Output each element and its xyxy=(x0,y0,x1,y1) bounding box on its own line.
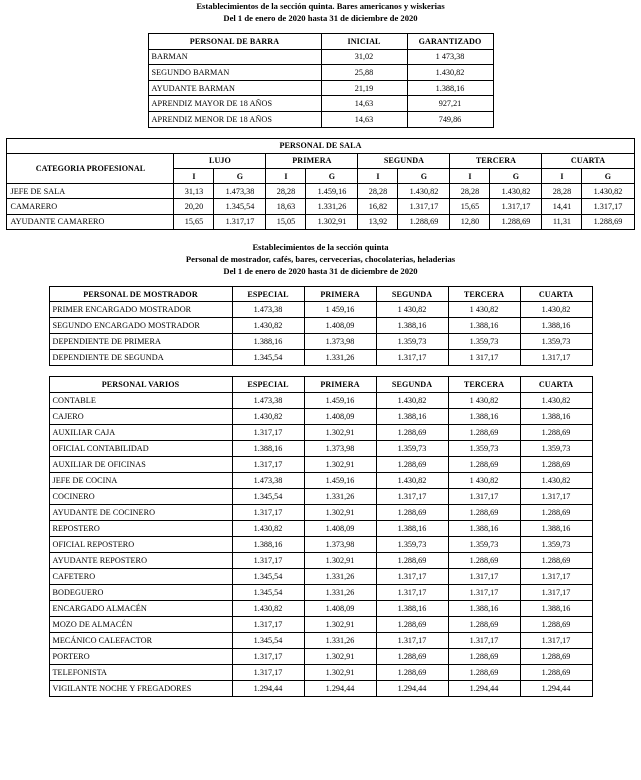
cell-value: 1 430,82 xyxy=(376,302,448,318)
cell-value: 1.288,69 xyxy=(582,214,634,229)
row-label: AYUDANTE BARMAN xyxy=(148,80,321,96)
row-label: MECÁNICO CALEFACTOR xyxy=(49,632,232,648)
table-personal-de-sala xyxy=(6,138,634,230)
cell-value: 1.373,98 xyxy=(304,536,376,552)
col-header-personal-mostrador: PERSONAL DE MOSTRADOR xyxy=(49,286,232,302)
cell-value: 1.288,69 xyxy=(448,664,520,680)
table-varios-wrapper xyxy=(0,376,641,697)
table-row-title xyxy=(7,138,634,153)
cell-value: 1.408,09 xyxy=(304,318,376,334)
cell-value: 1.373,98 xyxy=(304,334,376,350)
cell-value: 1.317,17 xyxy=(232,456,304,472)
cell-value: 1.288,69 xyxy=(376,664,448,680)
table-row xyxy=(49,456,592,472)
row-label: ENCARGADO ALMACÉN xyxy=(49,600,232,616)
table-row xyxy=(49,472,592,488)
cell-value: 15,65 xyxy=(174,214,214,229)
table-row xyxy=(49,568,592,584)
cell-value: 1.388,16 xyxy=(232,440,304,456)
row-label: SEGUNDO ENCARGADO MOSTRADOR xyxy=(49,318,232,334)
table-row xyxy=(49,536,592,552)
cell-value: 1.345,54 xyxy=(232,349,304,365)
cell-value: 1.302,91 xyxy=(304,648,376,664)
table-row xyxy=(49,584,592,600)
row-label: AYUDANTE CAMARERO xyxy=(7,214,174,229)
cell-garantizado: 927,21 xyxy=(407,96,493,112)
cell-inicial: 25,88 xyxy=(321,65,407,81)
table-row xyxy=(148,80,493,96)
cell-value: 1.388,16 xyxy=(448,318,520,334)
cell-value: 1.388,16 xyxy=(232,334,304,350)
cell-value: 1.302,91 xyxy=(304,616,376,632)
table-row-header xyxy=(148,34,493,50)
table-personal-varios xyxy=(49,376,593,697)
table-row xyxy=(148,49,493,65)
col-header-garantizado: GARANTIZADO xyxy=(407,34,493,50)
group-header-primera: PRIMERA xyxy=(266,153,358,168)
cell-inicial: 14,63 xyxy=(321,96,407,112)
subheader-i: I xyxy=(174,168,214,183)
cell-value: 1.408,09 xyxy=(304,520,376,536)
cell-value: 1.430,82 xyxy=(520,392,592,408)
table-row xyxy=(49,349,592,365)
cell-value: 1.317,17 xyxy=(214,214,266,229)
row-label: AYUDANTE REPOSTERO xyxy=(49,552,232,568)
cell-value: 1.317,17 xyxy=(232,664,304,680)
cell-value: 1.408,09 xyxy=(304,600,376,616)
row-label: APRENDIZ MENOR DE 18 AÑOS xyxy=(148,111,321,127)
cell-value: 1.288,69 xyxy=(376,648,448,664)
cell-value: 1 430,82 xyxy=(448,302,520,318)
cell-value: 1.473,38 xyxy=(232,302,304,318)
row-label: APRENDIZ MAYOR DE 18 AÑOS xyxy=(148,96,321,112)
table-row xyxy=(49,632,592,648)
cell-value: 1.331,26 xyxy=(306,199,358,214)
col-header-personal-varios: PERSONAL VARIOS xyxy=(49,376,232,392)
cell-value: 14,41 xyxy=(542,199,582,214)
cell-value: 1.359,73 xyxy=(520,536,592,552)
subheader-i: I xyxy=(266,168,306,183)
heading1-line2: Del 1 de enero de 2020 hasta 31 de diciembre de 2020 xyxy=(223,13,418,23)
cell-value: 1.317,17 xyxy=(232,648,304,664)
cell-value: 28,28 xyxy=(542,184,582,199)
cell-value: 1.317,17 xyxy=(582,199,634,214)
cell-value: 1.288,69 xyxy=(520,648,592,664)
cell-value: 1.294,44 xyxy=(304,680,376,696)
cell-value: 1.317,17 xyxy=(232,616,304,632)
cell-value: 1.388,16 xyxy=(376,520,448,536)
row-label: DEPENDIENTE DE PRIMERA xyxy=(49,334,232,350)
cell-value: 1.430,82 xyxy=(232,600,304,616)
table-row xyxy=(49,520,592,536)
cell-value: 1.317,17 xyxy=(376,584,448,600)
cell-value: 1.331,26 xyxy=(304,568,376,584)
cell-value: 1.359,73 xyxy=(448,536,520,552)
cell-value: 1.359,73 xyxy=(520,440,592,456)
col-header-especial: ESPECIAL xyxy=(232,286,304,302)
cell-value: 1.317,17 xyxy=(520,349,592,365)
table-personal-de-mostrador xyxy=(49,286,593,366)
cell-value: 1.459,16 xyxy=(304,392,376,408)
cell-value: 1.388,16 xyxy=(448,408,520,424)
cell-value: 1.317,17 xyxy=(490,199,542,214)
cell-value: 11,31 xyxy=(542,214,582,229)
row-label: AYUDANTE DE COCINERO xyxy=(49,504,232,520)
cell-value: 1.345,54 xyxy=(214,199,266,214)
cell-value: 1.317,17 xyxy=(232,424,304,440)
subheader-i: I xyxy=(450,168,490,183)
cell-value: 1.317,17 xyxy=(448,584,520,600)
cell-value: 1 459,16 xyxy=(304,302,376,318)
cell-garantizado: 749,86 xyxy=(407,111,493,127)
row-label: BODEGUERO xyxy=(49,584,232,600)
cell-value: 1 317,17 xyxy=(448,349,520,365)
cell-value: 1.388,16 xyxy=(520,600,592,616)
cell-value: 1.317,17 xyxy=(232,552,304,568)
cell-value: 1.288,69 xyxy=(520,504,592,520)
cell-value: 1.430,82 xyxy=(232,520,304,536)
col-header-personal-barra: PERSONAL DE BARRA xyxy=(148,34,321,50)
cell-value: 12,80 xyxy=(450,214,490,229)
cell-value: 1.359,73 xyxy=(520,334,592,350)
heading2-line2: Personal de mostrador, cafés, bares, cervecerias, chocolaterias, heladerias xyxy=(185,253,456,264)
cell-value: 15,05 xyxy=(266,214,306,229)
table-row xyxy=(49,648,592,664)
cell-value: 13,92 xyxy=(358,214,398,229)
cell-value: 1.317,17 xyxy=(232,504,304,520)
cell-value: 1.430,82 xyxy=(376,472,448,488)
row-label: TELEFONISTA xyxy=(49,664,232,680)
cell-value: 1.430,82 xyxy=(376,392,448,408)
cell-value: 1.288,69 xyxy=(448,616,520,632)
table-row xyxy=(49,302,592,318)
row-label: REPOSTERO xyxy=(49,520,232,536)
table-row-header xyxy=(49,286,592,302)
subheader-g: G xyxy=(582,168,634,183)
cell-value: 1.288,69 xyxy=(520,664,592,680)
cell-value: 1.317,17 xyxy=(376,349,448,365)
cell-value: 1.430,82 xyxy=(582,184,634,199)
heading2-line3: Del 1 de enero de 2020 hasta 31 de diciembre de 2020 xyxy=(223,265,418,276)
cell-value: 1.317,17 xyxy=(520,632,592,648)
table-sala-title: PERSONAL DE SALA xyxy=(7,138,634,153)
cell-value: 1.288,69 xyxy=(376,504,448,520)
table-sala-wrapper xyxy=(0,138,641,230)
table-row-group-header xyxy=(7,153,634,168)
cell-value: 1.317,17 xyxy=(376,632,448,648)
cell-value: 1.345,54 xyxy=(232,488,304,504)
cell-value: 1.302,91 xyxy=(304,504,376,520)
cell-value: 1.302,91 xyxy=(304,456,376,472)
subheader-i: I xyxy=(358,168,398,183)
cell-inicial: 14,63 xyxy=(321,111,407,127)
cell-value: 1.317,17 xyxy=(376,568,448,584)
table-row-header xyxy=(49,376,592,392)
table-row xyxy=(49,680,592,696)
subheader-g: G xyxy=(214,168,266,183)
table-row xyxy=(49,392,592,408)
cell-value: 1.317,17 xyxy=(520,488,592,504)
cell-value: 1.302,91 xyxy=(304,664,376,680)
cell-value: 1.408,09 xyxy=(304,408,376,424)
col-header-primera: PRIMERA xyxy=(304,286,376,302)
cell-value: 1.359,73 xyxy=(376,536,448,552)
cell-garantizado: 1 473,38 xyxy=(407,49,493,65)
cell-value: 1.288,69 xyxy=(448,504,520,520)
cell-inicial: 21,19 xyxy=(321,80,407,96)
cell-value: 1.388,16 xyxy=(376,408,448,424)
cell-value: 1.388,16 xyxy=(520,408,592,424)
row-label: OFICIAL CONTABILIDAD xyxy=(49,440,232,456)
cell-value: 1.345,54 xyxy=(232,584,304,600)
group-header-segunda: SEGUNDA xyxy=(358,153,450,168)
cell-value: 1.430,82 xyxy=(232,408,304,424)
cell-value: 16,82 xyxy=(358,199,398,214)
cell-inicial: 31,02 xyxy=(321,49,407,65)
col-header-categoria-profesional: CATEGORIA PROFESIONAL xyxy=(7,153,174,183)
cell-value: 1.388,16 xyxy=(232,536,304,552)
cell-value: 1.302,91 xyxy=(304,552,376,568)
cell-value: 1.345,54 xyxy=(232,632,304,648)
cell-value: 1.430,82 xyxy=(232,318,304,334)
col-header-primera: PRIMERA xyxy=(304,376,376,392)
table-row xyxy=(49,424,592,440)
row-label: CONTABLE xyxy=(49,392,232,408)
cell-value: 1.288,69 xyxy=(520,552,592,568)
row-label: JEFE DE SALA xyxy=(7,184,174,199)
cell-garantizado: 1.430,82 xyxy=(407,65,493,81)
cell-value: 1.388,16 xyxy=(448,600,520,616)
cell-value: 1.473,38 xyxy=(232,472,304,488)
cell-value: 1.317,17 xyxy=(520,584,592,600)
group-header-tercera: TERCERA xyxy=(450,153,542,168)
table-row xyxy=(7,184,634,199)
cell-value: 1.294,44 xyxy=(520,680,592,696)
cell-value: 1.388,16 xyxy=(376,318,448,334)
subheader-g: G xyxy=(306,168,358,183)
cell-value: 1.359,73 xyxy=(376,440,448,456)
cell-value: 28,28 xyxy=(358,184,398,199)
cell-value: 1.430,82 xyxy=(520,302,592,318)
table-row xyxy=(49,552,592,568)
col-header-cuarta: CUARTA xyxy=(520,376,592,392)
row-label: AUXILIAR CAJA xyxy=(49,424,232,440)
cell-value: 1.388,16 xyxy=(376,600,448,616)
cell-value: 1.288,69 xyxy=(448,648,520,664)
cell-value: 1.430,82 xyxy=(490,184,542,199)
cell-value: 1.373,98 xyxy=(304,440,376,456)
table-row xyxy=(49,488,592,504)
cell-value: 1 430,82 xyxy=(448,472,520,488)
cell-value: 1.359,73 xyxy=(448,440,520,456)
row-label: BARMAN xyxy=(148,49,321,65)
cell-value: 1.459,16 xyxy=(306,184,358,199)
table-row xyxy=(49,664,592,680)
row-label: MOZO DE ALMACÉN xyxy=(49,616,232,632)
row-label: PORTERO xyxy=(49,648,232,664)
cell-value: 1.388,16 xyxy=(448,520,520,536)
cell-value: 1.317,17 xyxy=(448,488,520,504)
cell-garantizado: 1.388,16 xyxy=(407,80,493,96)
col-header-inicial: INICIAL xyxy=(321,34,407,50)
row-label: CAMARERO xyxy=(7,199,174,214)
cell-value: 1.430,82 xyxy=(398,184,450,199)
cell-value: 1.288,69 xyxy=(490,214,542,229)
table-row xyxy=(49,616,592,632)
table-barra-wrapper xyxy=(0,33,641,128)
table-row xyxy=(148,96,493,112)
cell-value: 18,63 xyxy=(266,199,306,214)
cell-value: 1.331,26 xyxy=(304,632,376,648)
row-label: CAFETERO xyxy=(49,568,232,584)
cell-value: 1.359,73 xyxy=(376,334,448,350)
subheader-g: G xyxy=(490,168,542,183)
col-header-segunda: SEGUNDA xyxy=(376,376,448,392)
cell-value: 1.317,17 xyxy=(376,488,448,504)
table-row xyxy=(49,440,592,456)
row-label: AUXILIAR DE OFICINAS xyxy=(49,456,232,472)
table-row xyxy=(49,408,592,424)
cell-value: 1.288,69 xyxy=(376,552,448,568)
table-row xyxy=(49,504,592,520)
cell-value: 1.331,26 xyxy=(304,488,376,504)
cell-value: 1.317,17 xyxy=(448,632,520,648)
col-header-tercera: TERCERA xyxy=(448,376,520,392)
cell-value: 15,65 xyxy=(450,199,490,214)
cell-value: 1.388,16 xyxy=(520,318,592,334)
cell-value: 1.388,16 xyxy=(520,520,592,536)
row-label: DEPENDIENTE DE SEGUNDA xyxy=(49,349,232,365)
cell-value: 1.288,69 xyxy=(448,552,520,568)
col-header-tercera: TERCERA xyxy=(448,286,520,302)
heading-block-1 xyxy=(0,0,641,24)
table-row xyxy=(7,199,634,214)
subheader-g: G xyxy=(398,168,450,183)
cell-value: 1.331,26 xyxy=(304,349,376,365)
cell-value: 1.294,44 xyxy=(448,680,520,696)
table-mostrador-wrapper xyxy=(0,286,641,366)
cell-value: 1.473,38 xyxy=(214,184,266,199)
cell-value: 1.317,17 xyxy=(398,199,450,214)
table-row xyxy=(148,111,493,127)
cell-value: 1.302,91 xyxy=(306,214,358,229)
cell-value: 1.359,73 xyxy=(448,334,520,350)
col-header-segunda: SEGUNDA xyxy=(376,286,448,302)
cell-value: 28,28 xyxy=(450,184,490,199)
table-personal-de-barra xyxy=(148,33,494,128)
row-label: COCINERO xyxy=(49,488,232,504)
heading2-line1: Establecimientos de la sección quinta xyxy=(252,241,389,252)
cell-value: 1.288,69 xyxy=(520,616,592,632)
cell-value: 1.288,69 xyxy=(448,424,520,440)
table-row xyxy=(49,334,592,350)
cell-value: 1.288,69 xyxy=(376,424,448,440)
row-label: SEGUNDO BARMAN xyxy=(148,65,321,81)
cell-value: 1.288,69 xyxy=(520,456,592,472)
row-label: JEFE DE COCINA xyxy=(49,472,232,488)
row-label: CAJERO xyxy=(49,408,232,424)
row-label: PRIMER ENCARGADO MOSTRADOR xyxy=(49,302,232,318)
group-header-cuarta: CUARTA xyxy=(542,153,634,168)
cell-value: 1.294,44 xyxy=(232,680,304,696)
cell-value: 1.430,82 xyxy=(520,472,592,488)
cell-value: 1.288,69 xyxy=(398,214,450,229)
subheader-i: I xyxy=(542,168,582,183)
cell-value: 20,20 xyxy=(174,199,214,214)
col-header-cuarta: CUARTA xyxy=(520,286,592,302)
heading1-line1: Establecimientos de la sección quinta. Bares americanos y wiskerias xyxy=(196,1,445,11)
cell-value: 1.459,16 xyxy=(304,472,376,488)
cell-value: 31,13 xyxy=(174,184,214,199)
table-row xyxy=(49,318,592,334)
row-label: VIGILANTE NOCHE Y FREGADORES xyxy=(49,680,232,696)
table-row xyxy=(148,65,493,81)
table-row xyxy=(49,600,592,616)
cell-value: 1.317,17 xyxy=(520,568,592,584)
heading-block-2 xyxy=(0,241,641,277)
cell-value: 1.331,26 xyxy=(304,584,376,600)
cell-value: 1.288,69 xyxy=(376,456,448,472)
cell-value: 1.288,69 xyxy=(520,424,592,440)
cell-value: 1.345,54 xyxy=(232,568,304,584)
row-label: OFICIAL REPOSTERO xyxy=(49,536,232,552)
cell-value: 1 430,82 xyxy=(448,392,520,408)
cell-value: 1.317,17 xyxy=(448,568,520,584)
cell-value: 1.473,38 xyxy=(232,392,304,408)
cell-value: 1.302,91 xyxy=(304,424,376,440)
table-row xyxy=(7,214,634,229)
col-header-especial: ESPECIAL xyxy=(232,376,304,392)
group-header-lujo: LUJO xyxy=(174,153,266,168)
cell-value: 28,28 xyxy=(266,184,306,199)
cell-value: 1.288,69 xyxy=(448,456,520,472)
cell-value: 1.288,69 xyxy=(376,616,448,632)
cell-value: 1.294,44 xyxy=(376,680,448,696)
